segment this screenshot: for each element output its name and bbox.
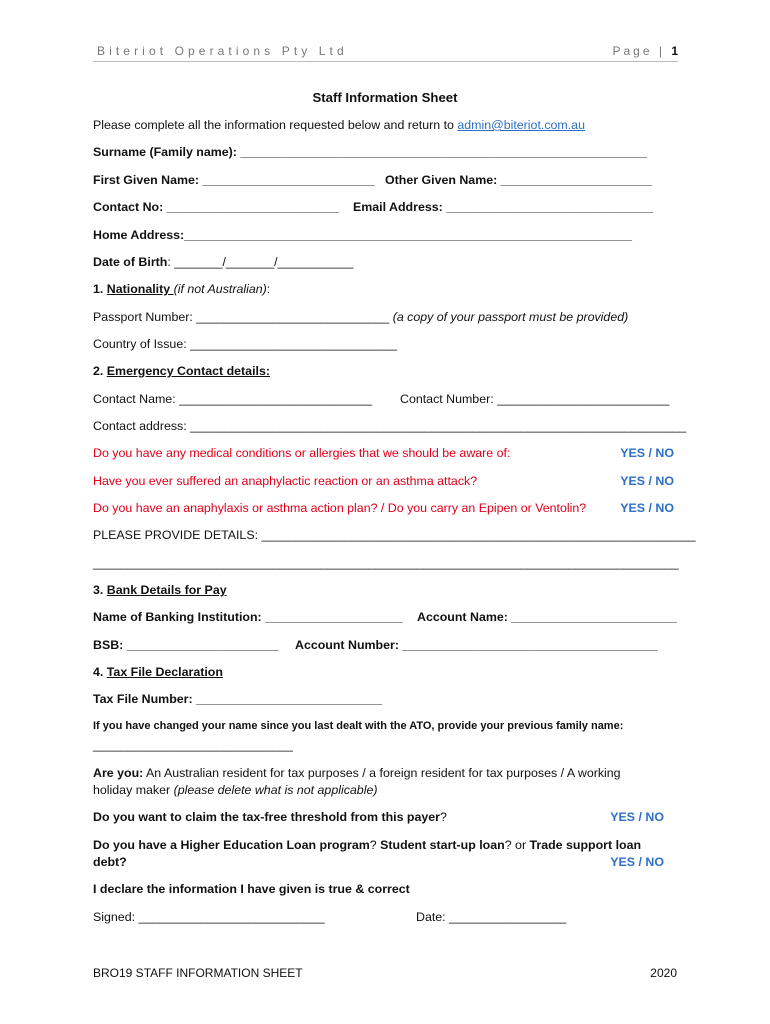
- details-field[interactable]: PLEASE PROVIDE DETAILS: _______________________________________________________________: [93, 528, 696, 542]
- bsb-field[interactable]: BSB: ______________________: [93, 638, 279, 652]
- intro-text: Please complete all the information requested below and return to: [93, 118, 458, 132]
- date-field[interactable]: Date: _________________: [416, 910, 567, 924]
- country-of-issue-field[interactable]: Country of Issue: ______________________________: [93, 337, 397, 351]
- intro-line: [93, 118, 585, 132]
- first-given-name-field[interactable]: First Given Name: _________________________: [93, 173, 375, 187]
- medical-yes-no[interactable]: YES / NO: [620, 446, 674, 460]
- account-number-field[interactable]: Account Number: _____________________________________: [295, 638, 658, 652]
- loan-yes-no[interactable]: YES / NO: [610, 855, 664, 869]
- declaration: I declare the information I have given is true & correct: [93, 882, 410, 896]
- dob-blanks[interactable]: : _______/_______/___________: [167, 255, 354, 269]
- residency-question: Are you: An Australian resident for tax purposes / a foreign resident for tax purposes / A working: [93, 766, 621, 780]
- contact-address-field[interactable]: Contact address: ________________________________________________________________________: [93, 419, 687, 433]
- contact-number-field[interactable]: Contact Number: _________________________: [400, 392, 670, 406]
- header-page: [612, 44, 678, 58]
- page-label: Page |: [612, 44, 665, 58]
- passport-number-field[interactable]: Passport Number: ____________________________ (a copy of your passport must be provided): [93, 310, 629, 324]
- dob-field[interactable]: [93, 255, 353, 269]
- account-name-field[interactable]: Account Name: ________________________: [417, 610, 677, 624]
- threshold-question: Do you want to claim the tax-free threshold from this payer?: [93, 810, 447, 824]
- email-address-field[interactable]: Email Address: ______________________________: [353, 200, 653, 214]
- surname-field[interactable]: Surname (Family name): ___________________________________________________________: [93, 145, 647, 159]
- action-plan-yes-no[interactable]: YES / NO: [620, 501, 674, 515]
- page-number: 1: [671, 44, 678, 58]
- loan-debt: debt?: [93, 855, 127, 869]
- header-rule: [93, 61, 678, 62]
- action-plan-question: Do you have an anaphylaxis or asthma action plan? / Do you carry an Epipen or Ventolin?: [93, 501, 587, 515]
- medical-question: Do you have any medical conditions or allergies that we should be aware of:: [93, 446, 511, 460]
- changed-name-question: If you have changed your name since you last dealt with the ATO, provide your previous family name:: [93, 720, 624, 732]
- contact-no-field[interactable]: Contact No: _________________________: [93, 200, 339, 214]
- dob-label: Date of Birth: [93, 255, 168, 269]
- tax-heading: 4. Tax File Declaration: [93, 665, 223, 679]
- anaphylactic-question: Have you ever suffered an anaphylactic reaction or an asthma attack?: [93, 474, 478, 488]
- other-given-name-field[interactable]: Other Given Name: ______________________: [385, 173, 653, 187]
- nationality-heading: 1. Nationality (if not Australian):: [93, 282, 271, 296]
- details-line[interactable]: _____________________________________________________________________________________: [93, 556, 679, 570]
- emergency-heading: 2. Emergency Contact details:: [93, 364, 270, 378]
- previous-name-field[interactable]: _____________________________: [93, 738, 293, 752]
- banking-institution-field[interactable]: Name of Banking Institution: ____________________: [93, 610, 403, 624]
- contact-name-field[interactable]: Contact Name: ____________________________: [93, 392, 373, 406]
- header-company: Biteriot Operations Pty Ltd: [97, 44, 348, 58]
- page-title: Staff Information Sheet: [312, 90, 458, 105]
- footer-year: 2020: [650, 966, 677, 980]
- anaphylactic-yes-no[interactable]: YES / NO: [620, 474, 674, 488]
- threshold-yes-no[interactable]: YES / NO: [610, 810, 664, 824]
- footer-title: BRO19 STAFF INFORMATION SHEET: [93, 966, 303, 980]
- tax-file-number-field[interactable]: Tax File Number: ___________________________: [93, 692, 383, 706]
- bank-heading: 3. Bank Details for Pay: [93, 583, 227, 597]
- passport-note: (a copy of your passport must be provided): [392, 310, 629, 324]
- signed-field[interactable]: Signed: ___________________________: [93, 910, 325, 924]
- email-link[interactable]: admin@biteriot.com.au: [457, 118, 585, 132]
- home-address-field[interactable]: Home Address:_________________________________________________________________: [93, 228, 633, 242]
- loan-question: Do you have a Higher Education Loan program? Student start-up loan? or Trade support loan: [93, 838, 642, 852]
- residency-question-cont: holiday maker (please delete what is not applicable): [93, 783, 378, 797]
